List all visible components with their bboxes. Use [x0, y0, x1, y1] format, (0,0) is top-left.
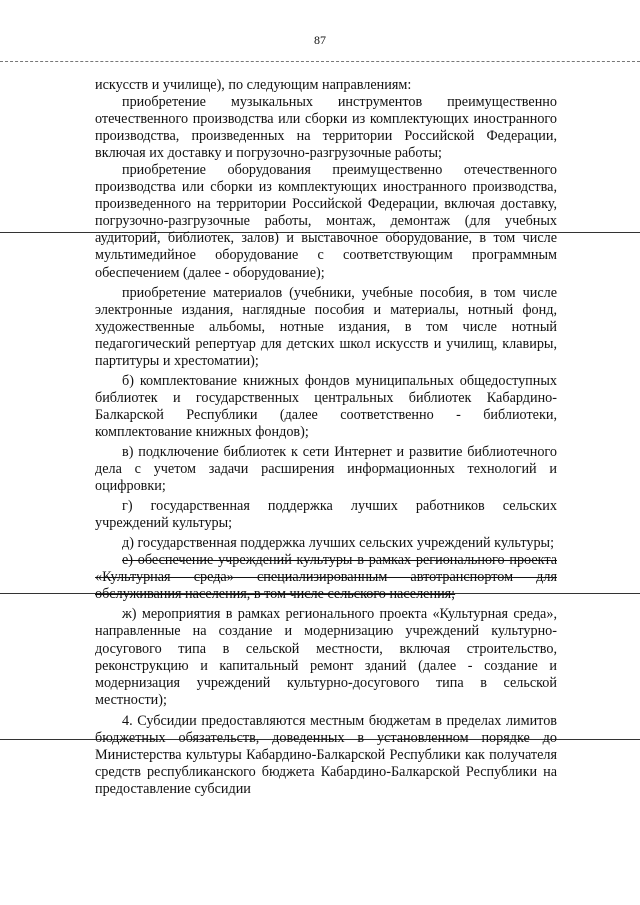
paragraph: приобретение материалов (учебники, учебные пособия, в том числе электронные издания, наглядные пособия и материалы, нотный фонд, художественные альбомы, нотные издания, в том числе нотный педагогический репертуар для детских школ искусств и училищ, клавиры, партитуры и хрестоматии);	[95, 284, 557, 369]
paragraph: приобретение музыкальных инструментов преимущественно отечественного производства или сборки из комплектующих иностранного производства, произведенных на территории Российской Федерации, включая их доставку и погрузочно-разгрузочные работы;	[95, 94, 557, 162]
header-divider	[0, 61, 640, 62]
paragraph: г) государственная поддержка лучших работников сельских учреждений культуры;	[95, 498, 557, 532]
paragraph: 4. Субсидии предоставляются местным бюджетам в пределах лимитов бюджетных обязательств, доведенных в установленном порядке до Министерства культуры Кабардино-Балкарской Республики как получателя средств республиканского бюджета Кабардино-Балкарской Республики на предоставление субсидии	[95, 712, 557, 797]
page-number: 87	[314, 33, 326, 47]
paragraph: ж) мероприятия в рамках регионального проекта «Культурная среда», направленные на создание и модернизацию учреждений культурно-досугового типа в сельской местности, включая строительство, реконструкцию и капитальный ремонт зданий (далее - создание и модернизация учреждений культурно-досугового типа в сельской местности);	[95, 606, 557, 708]
paragraph: в) подключение библиотек к сети Интернет и развитие библиотечного дела с учетом задачи расширения информационных технологий и оцифровки;	[95, 443, 557, 495]
struck-paragraph: е) обеспечение учреждений культуры в рамках регионального проекта «Культурная среда» специализированным автотранспортом для обслуживания населения, в том числе сельского населения;	[95, 552, 557, 603]
paragraph: искусств и училище), по следующим направлениям:	[95, 77, 412, 93]
document-body	[95, 77, 557, 798]
paragraph: б) комплектование книжных фондов муниципальных общедоступных библиотек и государственных центральных библиотек Кабардино-Балкарской Республики (далее соответственно - библиотеки, комплектование книжных фондов);	[95, 372, 557, 440]
paragraph: приобретение оборудования преимущественно отечественного производства или сборки из комплектующих иностранного производства, произведенного на территории Российской Федерации, включая доставку, погрузочно-разгрузочные работы, монтаж, демонтаж (для учебных аудиторий, библиотек, залов) и выставочное оборудование, в том числе мультимедийное оборудование с соответствующим программным обеспечением (далее - оборудование);	[95, 162, 557, 281]
paragraph: д) государственная поддержка лучших сельских учреждений культуры;	[122, 535, 555, 552]
